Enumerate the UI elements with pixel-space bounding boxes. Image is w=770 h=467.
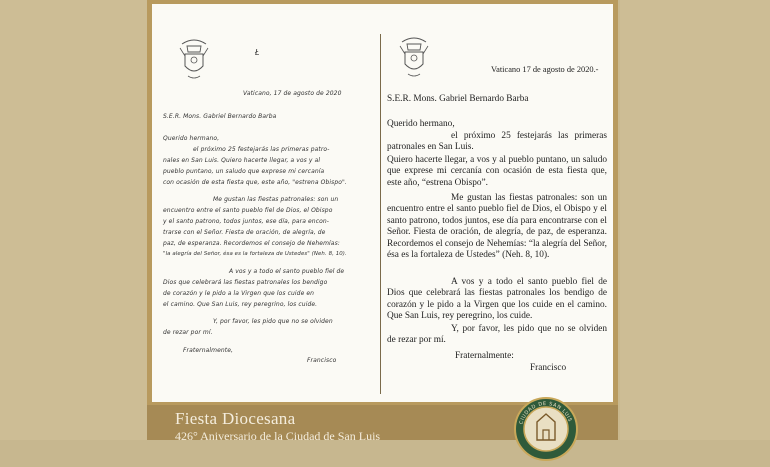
typed-salutation: Querido hermano,	[387, 119, 455, 129]
handwritten-line: paz, de esperanza. Recordemos el consejo de Nehemías:	[163, 240, 340, 247]
handwritten-line: pueblo puntano, un saludo que exprese mi cercanía	[163, 168, 325, 175]
handwritten-initial: Ł	[255, 48, 260, 57]
handwritten-line: Dios que celebrará las fiestas patronales los bendigo	[163, 279, 328, 286]
handwritten-line: A vos y a todo el santo pueblo fiel de	[229, 268, 345, 275]
left-margin	[0, 0, 147, 440]
column-divider	[380, 34, 381, 394]
handwritten-line: el camino. Que San Luis, rey peregrino, los cuide.	[163, 301, 318, 308]
handwritten-line: nales en San Luis. Quiero hacerte llegar, a vos y al	[163, 157, 321, 164]
seal-text: CIUDAD DE SAN LUIS	[518, 400, 573, 426]
handwritten-line: "la alegría del Señor, ésa es la fortaleza de Ustedes" (Neh. 8, 10).	[163, 251, 347, 257]
typed-addressee: S.E.R. Mons. Gabriel Bernardo Barba	[387, 94, 529, 104]
handwritten-salutation: Querido hermano,	[163, 135, 220, 142]
typed-signature: Francisco	[530, 363, 567, 373]
handwritten-closing: Fraternalmente,	[183, 347, 234, 354]
typed-paragraph: Quiero hacerte llegar, a vos y al pueblo puntano, un saludo que exprese mi cercanía con ocasión de esta fiesta que, este año, “estrena Obispo”.	[387, 155, 607, 188]
right-margin	[620, 0, 770, 440]
handwritten-date: Vaticano, 17 de agosto de 2020	[243, 90, 342, 97]
typed-date: Vaticano 17 de agosto de 2020.-	[491, 65, 599, 74]
typed-paragraph: Y, por favor, les pido que no se olviden de rezar por mí.	[387, 324, 607, 346]
typed-paragraph: A vos y a todo el santo pueblo fiel de Dios que celebrará las fiestas patronales los bendigo de corazón y le pido a la Virgen que los cuide en el camino. Que San Luis, rey peregrino, los cuide.	[387, 277, 607, 322]
banner-subtitle: 426° Aniversario de la Ciudad de San Luis	[175, 429, 381, 443]
typed-paragraph: Me gustan las fiestas patronales: son un encuentro entre el santo pueblo fiel de Dios, el Obispo y el santo patrono, todos juntos, ese día para encontrarse con el Señor. Fiesta de oración, de alegría, de paz, de esperanza. Recordemos el consejo de Nehemías: “la alegría del Señor, ésa es la fortaleza de Ustedes” (Neh. 8, 10).	[387, 193, 607, 261]
handwritten-line: de corazón y le pido a la Virgen que los cuide en	[163, 290, 315, 297]
typed-paragraph: el próximo 25 festejarás las primeras patronales en San Luis.	[387, 131, 607, 153]
handwritten-addressee: S.E.R. Mons. Gabriel Bernardo Barba	[163, 113, 277, 120]
handwritten-line: Y, por favor, les pido que no se olviden	[213, 318, 333, 325]
banner-title: Fiesta Diocesana	[175, 409, 296, 428]
handwritten-line: el próximo 25 festejarás las primeras patro-	[193, 146, 330, 153]
papal-coat-of-arms-icon	[396, 36, 432, 78]
papal-coat-of-arms-icon	[176, 38, 212, 80]
handwritten-line: encuentro entre el santo pueblo fiel de Dios, el Obispo	[163, 207, 333, 214]
handwritten-signature: Francisco	[307, 357, 337, 364]
typed-closing: Fraternalmente:	[455, 351, 514, 361]
handwritten-line: Me gustan las fiestas patronales: son un	[213, 196, 339, 203]
handwritten-line: trarse con el Señor. Fiesta de oración, de alegría, de	[163, 229, 326, 236]
diocesan-seal-icon	[513, 396, 579, 462]
handwritten-line: y el santo patrono, todos juntos, ese día, para encon-	[163, 218, 330, 225]
handwritten-line: con ocasión de esta fiesta que, este año, "estrena Obispo".	[163, 179, 347, 186]
handwritten-line: de rezar por mí.	[163, 329, 213, 336]
